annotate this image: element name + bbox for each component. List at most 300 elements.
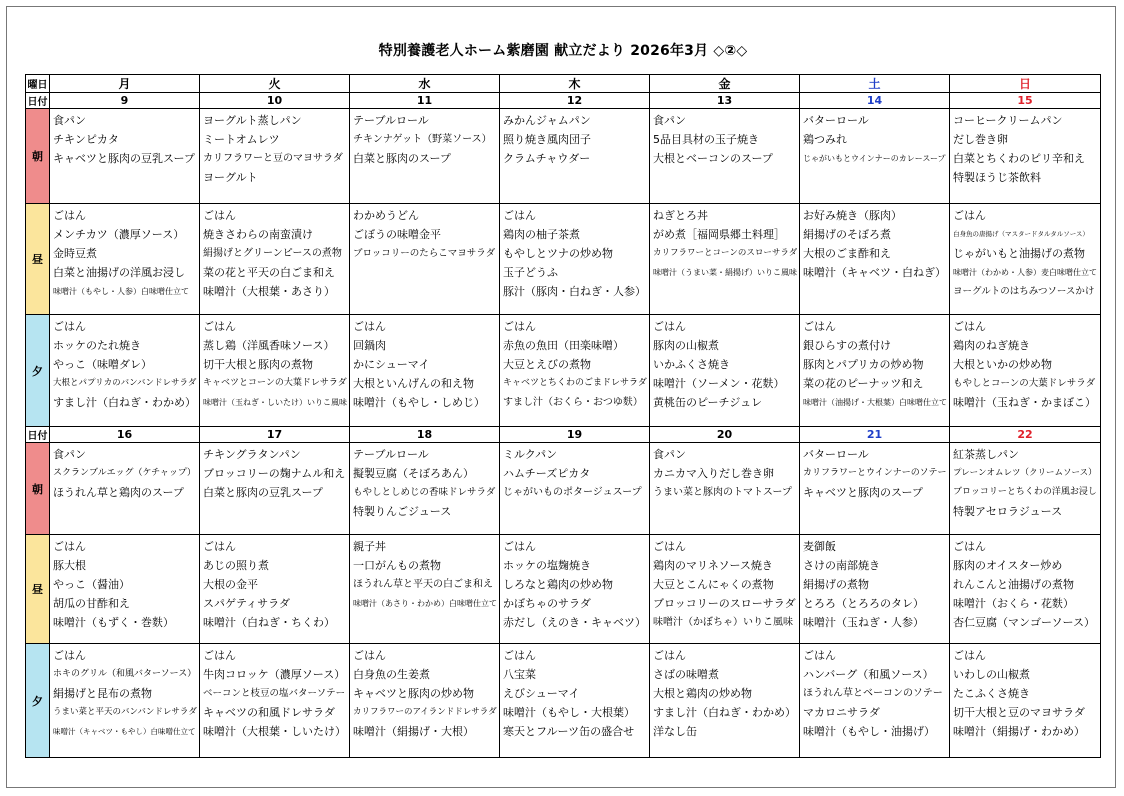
- menu-item: 味噌汁（あさり・わかめ）白味噌仕立て: [353, 599, 497, 608]
- lunch-label: 昼: [26, 535, 50, 644]
- menu-item: ごはん: [203, 540, 236, 553]
- menu-item-list: [800, 204, 949, 282]
- date-cell: 17: [200, 427, 350, 443]
- menu-item: ほうれん草とベーコンのソテー: [803, 688, 943, 699]
- menu-item: 金時豆煮: [53, 247, 97, 260]
- menu-item-list: [650, 443, 799, 502]
- menu-item: 赤魚の魚田（田楽味噌）: [503, 339, 624, 352]
- menu-item: 特製アセロラジュース: [953, 505, 1063, 518]
- date-cell: 19: [500, 427, 650, 443]
- menu-cell: [350, 109, 500, 204]
- menu-item: かぼちゃのサラダ: [503, 597, 591, 610]
- menu-item: 味噌汁（キャベツ・白ねぎ）: [803, 266, 946, 279]
- menu-item: ブロッコリーのたらこマヨサラダ: [353, 248, 496, 259]
- menu-item: 味噌汁（わかめ・人参）麦白味噌仕立て: [953, 268, 1097, 277]
- weekday-4: 木: [500, 75, 650, 93]
- menu-cell: [950, 644, 1101, 758]
- menu-item: 大豆とえびの煮物: [503, 358, 591, 371]
- menu-item: 食パン: [653, 114, 686, 127]
- menu-cell: [200, 535, 350, 644]
- menu-cell: [800, 204, 950, 315]
- menu-item: もやしとツナの炒め物: [503, 247, 613, 260]
- menu-cell: [800, 109, 950, 204]
- menu-item: さけの南部焼き: [803, 559, 880, 572]
- weekday-1: 月: [50, 75, 200, 93]
- weekday-5: 金: [650, 75, 800, 93]
- date-row: [26, 427, 1101, 443]
- menu-item-list: [350, 644, 499, 741]
- menu-item: 菜の花のピーナッツ和え: [803, 377, 924, 390]
- weekday-2: 火: [200, 75, 350, 93]
- menu-item: 蒸し鶏（洋風香味ソース）: [203, 339, 335, 352]
- menu-item: 擬製豆腐（そぼろあん）: [353, 467, 474, 480]
- menu-item: ごはん: [653, 649, 686, 662]
- menu-item-list: [500, 443, 649, 502]
- menu-cell: [350, 315, 500, 427]
- menu-item: ごはん: [503, 649, 536, 662]
- menu-cell: [500, 315, 650, 427]
- lunch-row: [26, 535, 1101, 644]
- breakfast-label: 朝: [26, 109, 50, 204]
- menu-cell: [800, 315, 950, 427]
- menu-item: だし巻き卵: [953, 133, 1008, 146]
- menu-item: ミルクパン: [503, 448, 558, 461]
- menu-cell: [50, 315, 200, 427]
- menu-item: 味噌汁（もやし・大根葉）: [503, 706, 635, 719]
- menu-item: 味噌汁（大根葉・あさり）: [203, 285, 335, 298]
- menu-item-list: [800, 109, 949, 168]
- menu-item: 食パン: [53, 114, 86, 127]
- menu-item: チキングラタンパン: [203, 448, 301, 461]
- menu-item: 絹揚げとグリーンピースの煮物: [203, 248, 342, 259]
- menu-item: 味噌汁（油揚げ・大根葉）白味噌仕立て: [803, 398, 947, 407]
- menu-item: ごはん: [53, 320, 86, 333]
- menu-item: 鶏つみれ: [803, 133, 847, 146]
- menu-item: ごはん: [503, 540, 536, 553]
- menu-item: 黄桃缶のピーチジュレ: [653, 396, 763, 409]
- menu-item: 銀ひらすの煮付け: [803, 339, 891, 352]
- menu-item-list: [650, 535, 799, 632]
- menu-item: カリフラワーと豆のマヨサラダ: [203, 153, 343, 164]
- menu-item: テーブルロール: [353, 448, 429, 461]
- menu-cell: [200, 204, 350, 315]
- menu-item: 親子丼: [353, 540, 386, 553]
- menu-item: ヨーグルト: [203, 171, 258, 184]
- menu-item: キャベツと豚肉の炒め物: [353, 687, 474, 700]
- menu-item: 赤だし（えのき・キャベツ）: [503, 616, 646, 629]
- menu-item: 洋なし缶: [653, 725, 697, 738]
- lunch-row: [26, 204, 1101, 315]
- menu-item: 特製ほうじ茶飲料: [953, 171, 1041, 184]
- menu-item: 大根といかの炒め物: [953, 358, 1052, 371]
- menu-item: 豚肉とパプリカの炒め物: [803, 358, 924, 371]
- menu-item: しろなと鶏肉の炒め物: [503, 578, 613, 591]
- date-cell: 10: [200, 93, 350, 109]
- menu-item: 味噌汁（キャベツ・もやし）白味噌仕立て: [53, 727, 196, 736]
- menu-item: とろろ（とろろのタレ）: [803, 597, 924, 610]
- menu-item-list: [950, 204, 1100, 301]
- menu-item: ごはん: [803, 649, 836, 662]
- menu-item-list: [950, 109, 1100, 187]
- date-cell: 22: [950, 427, 1101, 443]
- menu-cell: [50, 535, 200, 644]
- menu-item: 絹揚げのそぼろ煮: [803, 228, 891, 241]
- menu-item: ごはん: [353, 649, 386, 662]
- weekday-6: 土: [800, 75, 950, 93]
- menu-item-list: [50, 109, 199, 168]
- date-cell: 13: [650, 93, 800, 109]
- menu-item-list: [200, 535, 349, 632]
- menu-item: 回鍋肉: [353, 339, 386, 352]
- menu-item-list: [650, 204, 799, 282]
- menu-item: 八宝菜: [503, 668, 536, 681]
- menu-item-list: [350, 443, 499, 521]
- weekday-3: 水: [350, 75, 500, 93]
- menu-item: ごはん: [953, 209, 986, 222]
- menu-item: ブロッコリーのスローサラダ: [653, 597, 796, 610]
- menu-item: ごはん: [953, 649, 986, 662]
- menu-item: じゃがいものポタージュスープ: [503, 487, 642, 498]
- menu-item: いかふくさ焼き: [653, 358, 730, 371]
- breakfast-row: [26, 443, 1101, 535]
- menu-item: 照り焼き風肉団子: [503, 133, 591, 146]
- menu-item-list: [500, 535, 649, 632]
- menu-cell: [650, 109, 800, 204]
- menu-item: 味噌汁（もやし・油揚げ）: [803, 725, 935, 738]
- menu-cell: [650, 443, 800, 535]
- menu-cell: [200, 644, 350, 758]
- menu-item: さばの味噌煮: [653, 668, 719, 681]
- menu-item: 菜の花と平天の白ごま和え: [203, 266, 335, 279]
- menu-item: マカロニサラダ: [803, 706, 880, 719]
- menu-item: 大根といんげんの和え物: [353, 377, 474, 390]
- weekday-7: 日: [950, 75, 1101, 93]
- menu-item: 味噌汁（絹揚げ・大根）: [353, 725, 474, 738]
- date-cell: 15: [950, 93, 1101, 109]
- menu-cell: [50, 644, 200, 758]
- menu-item: 白菜と油揚げの洋風お浸し: [53, 266, 185, 279]
- menu-item: もやしとしめじの香味ドレサラダ: [353, 487, 496, 498]
- menu-item: ごはん: [203, 209, 236, 222]
- menu-item: 大根とパプリカのバンバンドレサラダ: [53, 378, 197, 388]
- menu-item: 白身魚の唐揚げ（マスタードタルタルソース）: [953, 230, 1089, 238]
- menu-item: 味噌汁（もずく・巻麩）: [53, 616, 174, 629]
- menu-cell: [50, 443, 200, 535]
- page-title: 特別養護老人ホーム紫磨園 献立だより 2026年3月 ◇②◇: [378, 43, 748, 59]
- date-cell: 20: [650, 427, 800, 443]
- menu-cell: [200, 443, 350, 535]
- menu-item-list: [500, 315, 649, 412]
- menu-item: チキンピカタ: [53, 133, 119, 146]
- menu-item: テーブルロール: [353, 114, 429, 127]
- menu-item: がめ煮［福岡県郷土料理］: [653, 228, 785, 241]
- menu-item: 白菜とちくわのピリ辛和え: [953, 152, 1085, 165]
- menu-item: えびシューマイ: [503, 687, 580, 700]
- menu-item: キャベツと豚肉のスープ: [803, 486, 923, 499]
- menu-item: 豚大根: [53, 559, 86, 572]
- menu-item: かにシューマイ: [353, 358, 430, 371]
- menu-item: ベーコンと枝豆の塩バターソテー: [203, 688, 346, 699]
- menu-item: 味噌汁（玉ねぎ・人参）: [803, 616, 924, 629]
- menu-item: カニカマ入りだし巻き卵: [653, 467, 774, 480]
- menu-item: わかめうどん: [353, 209, 419, 222]
- lunch-label: 昼: [26, 204, 50, 315]
- menu-item: れんこんと油揚げの煮物: [953, 578, 1074, 591]
- menu-item: ブロッコリーとちくわの洋風お浸し: [953, 487, 1097, 497]
- menu-item-list: [350, 315, 499, 412]
- menu-item: 白身魚の生姜煮: [353, 668, 430, 681]
- menu-item: ごはん: [953, 320, 986, 333]
- menu-item-list: [200, 204, 349, 301]
- menu-item-list: [350, 204, 499, 263]
- date-cell: 21: [800, 427, 950, 443]
- menu-item: あじの照り煮: [203, 559, 269, 572]
- menu-item-list: [500, 109, 649, 168]
- menu-item-list: [950, 443, 1100, 521]
- menu-item: 味噌汁（絹揚げ・わかめ）: [953, 725, 1085, 738]
- menu-item: キャベツとコーンの大葉ドレサラダ: [203, 378, 347, 388]
- menu-item: ごはん: [653, 540, 686, 553]
- menu-item: 食パン: [653, 448, 686, 461]
- menu-item-list: [200, 109, 349, 187]
- menu-item: カリフラワーとウインナーのソテー: [803, 468, 947, 478]
- menu-item: 鶏肉のねぎ焼き: [953, 339, 1030, 352]
- menu-item: もやしとコーンの大葉ドレサラダ: [953, 378, 1096, 389]
- menu-item-list: [50, 315, 199, 412]
- menu-item-list: [800, 644, 949, 741]
- dinner-row: [26, 644, 1101, 758]
- menu-item: 大豆とこんにゃくの煮物: [653, 578, 774, 591]
- menu-item: 豚肉のオイスター炒め: [953, 559, 1063, 572]
- menu-item-list: [800, 443, 949, 502]
- menu-item: 味噌汁（大根葉・しいたけ）: [203, 725, 346, 738]
- menu-item: ホッケの塩麹焼き: [503, 559, 591, 572]
- menu-item: じゃがいもとウインナーのカレースープ: [803, 154, 946, 163]
- menu-item: ほうれん草と鶏肉のスープ: [53, 486, 184, 499]
- menu-item: バターロール: [803, 114, 869, 127]
- menu-cell: [950, 204, 1101, 315]
- date-label: 日付: [26, 93, 50, 109]
- menu-item-list: [50, 443, 199, 502]
- menu-item: 杏仁豆腐（マンゴーソース）: [953, 616, 1096, 629]
- menu-cell: [500, 535, 650, 644]
- dinner-label: 夕: [26, 315, 50, 427]
- menu-item: 大根と鶏肉の炒め物: [653, 687, 752, 700]
- menu-item: ごはん: [203, 320, 236, 333]
- menu-item: ごはん: [53, 540, 86, 553]
- menu-item: キャベツと豚肉の豆乳スープ: [53, 152, 195, 165]
- menu-item: スパゲティサラダ: [203, 597, 291, 610]
- menu-item: ヨーグルト蒸しパン: [203, 114, 302, 127]
- menu-item: 味噌汁（ソーメン・花麩）: [653, 377, 785, 390]
- menu-item: お好み焼き（豚肉）: [803, 209, 902, 222]
- menu-item: ミートオムレツ: [203, 133, 280, 146]
- date-cell: 18: [350, 427, 500, 443]
- menu-item: 味噌汁（うまい菜・絹揚げ）いりこ風味: [653, 268, 797, 277]
- menu-item: ごはん: [653, 320, 686, 333]
- menu-item: 絹揚げの煮物: [803, 578, 869, 591]
- menu-item: ほうれん草と平天の白ごま和え: [353, 579, 493, 590]
- menu-cell: [500, 443, 650, 535]
- breakfast-label: 朝: [26, 443, 50, 535]
- menu-item: すまし汁（白ねぎ・わかめ）: [53, 396, 196, 409]
- menu-item: ハムチーズピカタ: [503, 467, 591, 480]
- menu-item: ごはん: [503, 320, 536, 333]
- menu-item: キャベツの和風ドレサラダ: [203, 706, 335, 719]
- menu-item-list: [200, 315, 349, 412]
- menu-item: ごはん: [53, 649, 86, 662]
- menu-cell: [650, 204, 800, 315]
- menu-item: 切干大根と豆のマヨサラダ: [953, 706, 1085, 719]
- menu-item-list: [200, 644, 349, 741]
- menu-cell: [650, 315, 800, 427]
- menu-table: [25, 74, 1101, 758]
- menu-item: 焼きさわらの南蛮漬け: [203, 228, 313, 241]
- menu-item: 絹揚げと昆布の煮物: [53, 687, 152, 700]
- menu-item-list: [500, 204, 649, 301]
- menu-item: ごはん: [53, 209, 86, 222]
- menu-cell: [950, 443, 1101, 535]
- menu-item: ハンバーグ（和風ソース）: [803, 668, 934, 681]
- dinner-label: 夕: [26, 644, 50, 758]
- menu-item: みかんジャムパン: [503, 114, 591, 127]
- menu-item: 味噌汁（もやし・人参）白味噌仕立て: [53, 287, 189, 296]
- menu-item: 牛肉コロッケ（濃厚ソース）: [203, 668, 346, 681]
- menu-item: すまし汁（おくら・おつゆ麩）: [503, 397, 643, 408]
- menu-cell: [800, 443, 950, 535]
- menu-item: 白菜と豚肉の豆乳スープ: [203, 486, 323, 499]
- menu-item: すまし汁（白ねぎ・わかめ）: [653, 706, 796, 719]
- menu-item: カリフラワーとコーンのスローサラダ: [653, 248, 797, 258]
- menu-item: ごぼうの味噌金平: [353, 228, 441, 241]
- menu-item: カリフラワーのアイランドドレサラダ: [353, 707, 497, 717]
- menu-item: メンチカツ（濃厚ソース）: [53, 228, 185, 241]
- menu-item: 白菜と豚肉のスープ: [353, 152, 451, 165]
- weekday-row: [26, 75, 1101, 93]
- menu-item: 5品目具材の玉子焼き: [653, 133, 759, 146]
- menu-item-list: [950, 644, 1100, 741]
- menu-item: 味噌汁（白ねぎ・ちくわ）: [203, 616, 335, 629]
- menu-item: 特製りんごジュース: [353, 505, 452, 518]
- menu-item: キャベツとちくわのごまドレサラダ: [503, 378, 647, 388]
- menu-item: 鶏肉のマリネソース焼き: [653, 559, 773, 572]
- menu-item: ごはん: [803, 320, 836, 333]
- dinner-row: [26, 315, 1101, 427]
- menu-cell: [200, 315, 350, 427]
- menu-item: プレーンオムレツ（クリームソース）: [953, 468, 1097, 478]
- menu-item: うまい菜と平天のバンバンドレサラダ: [53, 707, 197, 717]
- menu-item: 味噌汁（玉ねぎ・かまぼこ）: [953, 396, 1096, 409]
- menu-item: 味噌汁（おくら・花麩）: [953, 597, 1074, 610]
- date-cell: 14: [800, 93, 950, 109]
- menu-cell: [500, 204, 650, 315]
- menu-item: チキンナゲット（野菜ソース）: [353, 134, 492, 145]
- date-cell: 9: [50, 93, 200, 109]
- menu-item: 麦御飯: [803, 540, 836, 553]
- menu-item: やっこ（醤油）: [53, 578, 130, 591]
- menu-item: 鶏肉の柚子茶煮: [503, 228, 580, 241]
- menu-cell: [950, 315, 1101, 427]
- menu-item: ホッケのたれ焼き: [53, 339, 141, 352]
- menu-item: 寒天とフルーツ缶の盛合せ: [503, 725, 635, 738]
- menu-item: 切干大根と豚肉の煮物: [203, 358, 313, 371]
- menu-item: コーヒークリームパン: [953, 114, 1063, 127]
- menu-item: クラムチャウダー: [503, 152, 591, 165]
- menu-item: 味噌汁（もやし・しめじ）: [353, 396, 485, 409]
- menu-item: ごはん: [353, 320, 386, 333]
- menu-item-list: [500, 644, 649, 741]
- weekday-label: 曜日: [26, 75, 50, 93]
- menu-item: 味噌汁（かぼちゃ）いりこ風味: [653, 617, 793, 628]
- menu-cell: [350, 535, 500, 644]
- menu-item-list: [950, 535, 1100, 632]
- menu-cell: [650, 535, 800, 644]
- menu-item-list: [200, 443, 349, 502]
- menu-item-list: [350, 109, 499, 168]
- menu-item: ごはん: [953, 540, 986, 553]
- date-cell: 12: [500, 93, 650, 109]
- menu-item: 味噌汁（玉ねぎ・しいたけ）いりこ風味: [203, 398, 347, 407]
- menu-item: ごはん: [503, 209, 536, 222]
- menu-cell: [350, 644, 500, 758]
- breakfast-row: [26, 109, 1101, 204]
- menu-item: 大根のごま酢和え: [803, 247, 891, 260]
- menu-item-list: [50, 204, 199, 301]
- menu-item: 大根とベーコンのスープ: [653, 152, 773, 165]
- menu-item: うまい菜と豚肉のトマトスープ: [653, 487, 792, 498]
- menu-item-list: [650, 315, 799, 412]
- menu-cell: [350, 443, 500, 535]
- menu-item-list: [50, 535, 199, 632]
- menu-cell: [50, 204, 200, 315]
- date-cell: 16: [50, 427, 200, 443]
- menu-item: ねぎとろ丼: [653, 209, 708, 222]
- menu-cell: [950, 535, 1101, 644]
- menu-item-list: [350, 535, 499, 613]
- menu-cell: [800, 535, 950, 644]
- menu-item-list: [50, 644, 199, 741]
- menu-cell: [950, 109, 1101, 204]
- menu-cell: [200, 109, 350, 204]
- menu-item: ヨーグルトのはちみつソースかけ: [953, 286, 1095, 297]
- menu-item: 胡瓜の甘酢和え: [53, 597, 130, 610]
- menu-item: 紅茶蒸しパン: [953, 448, 1019, 461]
- menu-item: 大根の金平: [203, 578, 258, 591]
- menu-item: 豚肉の山椒煮: [653, 339, 719, 352]
- date-row: [26, 93, 1101, 109]
- menu-item-list: [650, 644, 799, 741]
- menu-item-list: [950, 315, 1100, 412]
- menu-item: 豚汁（豚肉・白ねぎ・人参）: [503, 285, 646, 298]
- menu-item: ごはん: [203, 649, 236, 662]
- menu-item: じゃがいもと油揚げの煮物: [953, 247, 1085, 260]
- menu-cell: [500, 109, 650, 204]
- menu-item: 食パン: [53, 448, 86, 461]
- menu-item: スクランブルエッグ（ケチャップ）: [53, 468, 196, 478]
- menu-cell: [500, 644, 650, 758]
- menu-item: いわしの山椒煮: [953, 668, 1030, 681]
- menu-cell: [650, 644, 800, 758]
- menu-item: 玉子どうふ: [503, 266, 558, 279]
- menu-item-list: [800, 535, 949, 632]
- menu-cell: [50, 109, 200, 204]
- menu-item: バターロール: [803, 448, 869, 461]
- menu-item: ホキのグリル（和風バターソース）: [53, 669, 197, 679]
- date-cell: 11: [350, 93, 500, 109]
- menu-item-list: [800, 315, 949, 412]
- menu-cell: [800, 644, 950, 758]
- menu-cell: [350, 204, 500, 315]
